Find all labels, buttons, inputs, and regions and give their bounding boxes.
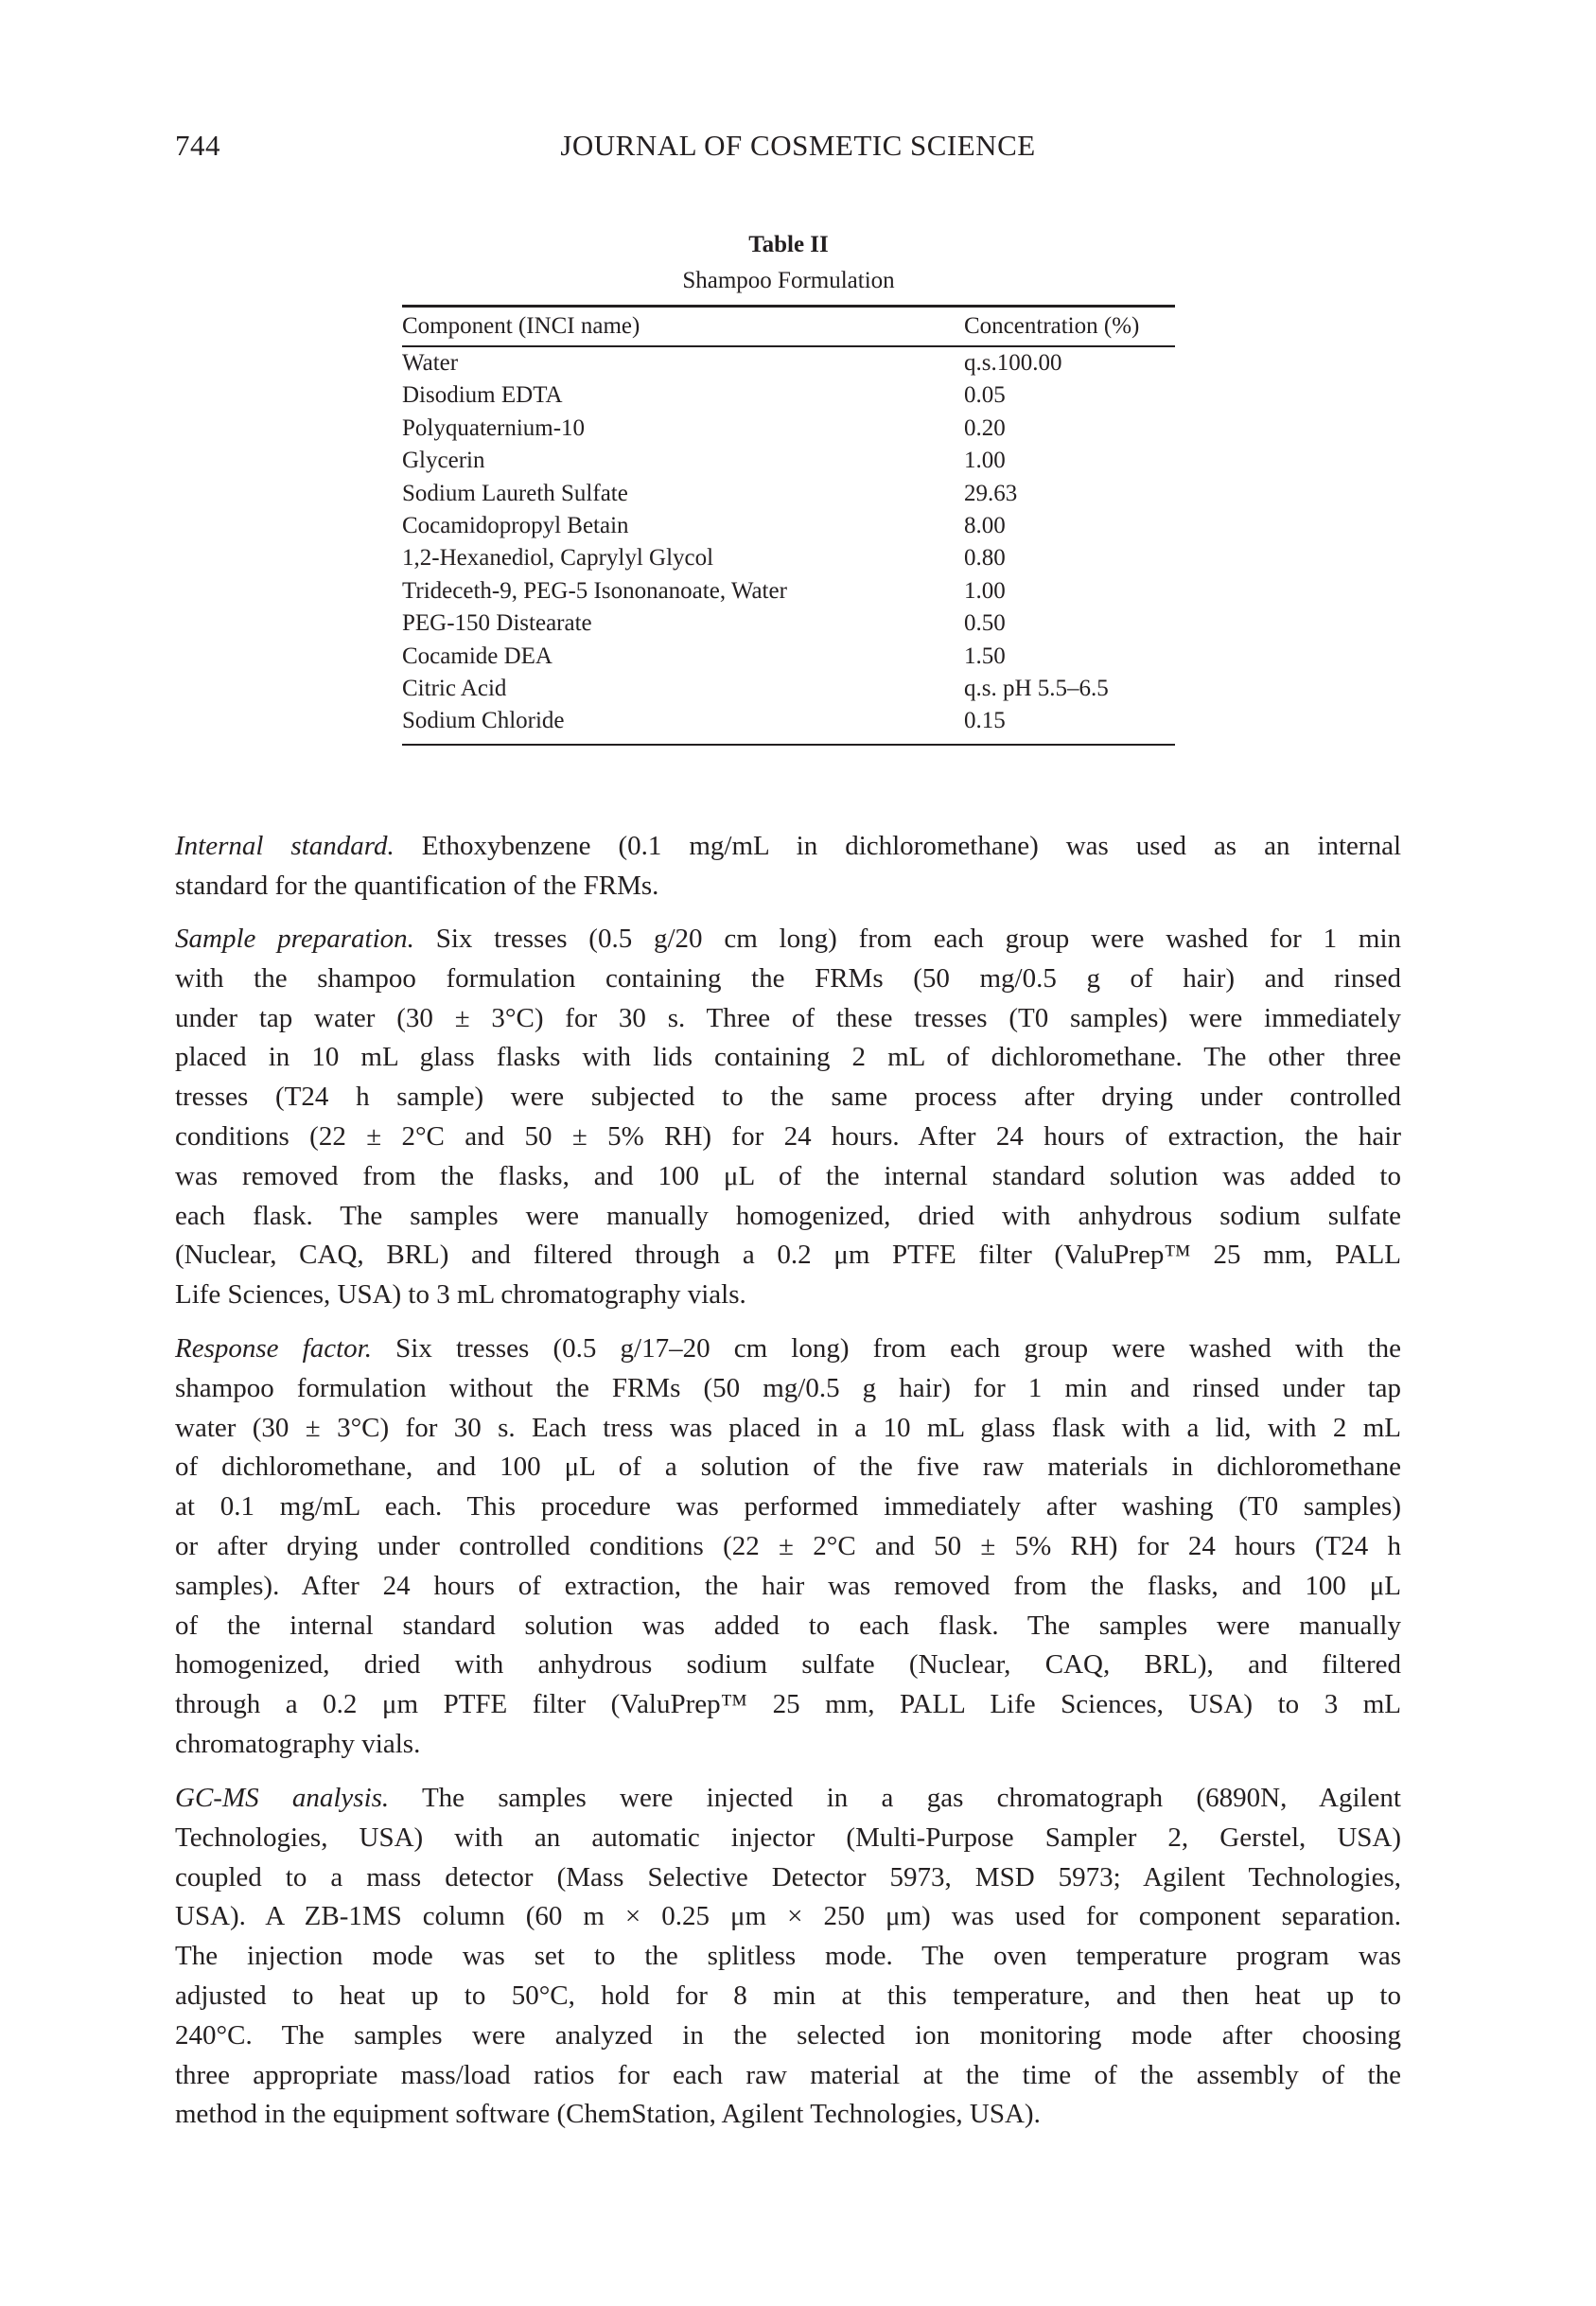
component-cell: Trideceth-9, PEG-5 Isononanoate, Water [402,577,787,604]
line-text: standard for the quantification of the FRMs. [175,870,659,901]
text-line [175,999,1401,1039]
line-text: conditions (22 ± 2°C and 50 ± 5% RH) for 24 hours. After 24 hours of extraction, the hair [175,1120,1401,1152]
line-text: Ethoxybenzene (0.1 mg/mL in dichloromethane) was used as an internal [421,831,1402,861]
concentration-cell: 0.15 [964,708,1006,734]
table-row [402,575,1175,607]
line-text: of dichloromethane, and 100 μL of a solution of the five raw materials in dichloromethane [175,1452,1401,1483]
text-line [175,2056,1401,2096]
text-line [175,1858,1401,1898]
line-text: placed in 10 mL glass flasks with lids containing 2 mL of dichloromethane. The other three [175,1042,1401,1073]
text-line [175,867,1401,907]
text-line [175,1236,1401,1276]
table-bottom-rule [402,744,1175,746]
text-line [175,1197,1401,1237]
concentration-cell: q.s. pH 5.5–6.5 [964,676,1109,702]
line-text: homogenized, dried with anhydrous sodium sulfate (Nuclear, CAQ, BRL), and filtered [175,1649,1401,1681]
component-cell: Cocamidopropyl Betain [402,513,629,539]
line-text: with the shampoo formulation containing the FRMs (50 mg/0.5 g of hair) and rinsed [175,962,1401,994]
concentration-cell: 1.00 [964,448,1006,474]
table-row [402,673,1175,705]
page-number: 744 [175,129,220,162]
concentration-cell: 0.50 [964,610,1006,637]
line-text: through a 0.2 μm PTFE filter (ValuPrep™ 25 mm, PALL Life Sciences, USA) to 3 mL [175,1689,1401,1720]
line-text: shampoo formulation without the FRMs (50 mg/0.5 g hair) for 1 min and rinsed under tap [175,1372,1401,1403]
line-text: Six tresses (0.5 g/20 cm long) from each group were washed for 1 min [435,924,1402,954]
component-cell: Water [402,350,459,376]
table-row [402,542,1175,574]
line-text: of the internal standard solution was added to each flask. The samples were manually [175,1610,1401,1641]
text-line [175,1646,1401,1685]
concentration-cell: 1.00 [964,577,1006,604]
text-line [175,1685,1401,1725]
line-text: adjusted to heat up to 50°C, hold for 8 min at this temperature, and then heat up to [175,1980,1401,2011]
text-line [175,1527,1401,1567]
text-line [175,2095,1401,2135]
line-text: samples). After 24 hours of extraction, the hair was removed from the flasks, and 100 μL [175,1570,1401,1601]
line-text: chromatography vials. [175,1728,421,1759]
paragraph-sample-preparation [175,920,1401,1315]
concentration-cell: 8.00 [964,513,1006,539]
concentration-cell: 0.80 [964,545,1006,572]
table-row [402,705,1175,737]
text-line [175,1276,1401,1315]
table-row [402,607,1175,640]
text-line [175,1937,1401,1977]
text-line [175,1078,1401,1118]
component-cell: Sodium Laureth Sulfate [402,480,628,506]
component-cell: Disodium EDTA [402,382,563,409]
text-line [175,1567,1401,1607]
concentration-cell: q.s.100.00 [964,350,1062,376]
component-cell: Glycerin [402,448,485,474]
component-cell: Cocamide DEA [402,643,552,669]
component-cell: Sodium Chloride [402,708,565,734]
text-line [175,1487,1401,1527]
line-text: The injection mode was set to the splitless mode. The oven temperature program was [175,1941,1401,1972]
text-line [175,1725,1401,1765]
line-text: Technologies, USA) with an automatic injector (Multi-Purpose Sampler 2, Gerstel, USA) [175,1822,1401,1853]
text-line [175,1819,1401,1858]
concentration-cell: 29.63 [964,480,1018,506]
paragraph-lead: Response factor. [175,1333,372,1364]
column-header-component: Component (INCI name) [402,313,640,339]
concentration-cell: 1.50 [964,643,1006,669]
line-text: USA). A ZB-1MS column (60 m × 0.25 μm × 250 μm) was used for component separation. [175,1901,1401,1932]
table-row [402,445,1175,477]
table-row [402,413,1175,445]
component-cell: PEG-150 Distearate [402,610,592,637]
text-line [175,1409,1401,1449]
text-line [175,1779,1401,1819]
component-cell: Citric Acid [402,676,507,702]
text-line [175,1329,1401,1369]
text-line [175,1118,1401,1157]
line-text: tresses (T24 h sample) were subjected to the same process after drying under controlled [175,1082,1401,1113]
line-text: or after drying under controlled conditions (22 ± 2°C and 50 ± 5% RH) for 24 hours (T24 h [175,1530,1401,1561]
text-line [175,1448,1401,1487]
table-row [402,346,1175,379]
line-text: three appropriate mass/load ratios for each raw material at the time of the assembly of the [175,2059,1401,2090]
text-line [175,827,1401,867]
text-line [175,1977,1401,2016]
component-cell: Polyquaternium-10 [402,414,586,441]
paragraph-internal-standard [175,827,1401,907]
concentration-cell: 0.20 [964,414,1006,441]
paragraph-lead: GC-MS analysis. [175,1783,390,1813]
text-line [175,2016,1401,2056]
paragraph-gc-ms-analysis [175,1779,1401,2135]
table-body [402,308,1175,738]
text-line [175,1038,1401,1078]
line-text: at 0.1 mg/mL each. This procedure was performed immediately after washing (T0 samples) [175,1491,1401,1523]
line-text: Life Sciences, USA) to 3 mL chromatography vials. [175,1279,746,1311]
text-line [175,1369,1401,1409]
text-line [175,959,1401,999]
line-text: each flask. The samples were manually homogenized, dried with anhydrous sodium sulfate [175,1200,1401,1231]
line-text: Six tresses (0.5 g/17–20 cm long) from each group were washed with the [395,1333,1402,1364]
column-header-concentration: Concentration (%) [964,313,1140,339]
line-text: coupled to a mass detector (Mass Selective Detector 5973, MSD 5973; Agilent Technologies, [175,1861,1401,1892]
line-text: method in the equipment software (ChemStation, Agilent Technologies, USA). [175,2099,1041,2130]
text-line [175,1157,1401,1197]
line-text: 240°C. The samples were analyzed in the selected ion monitoring mode after choosing [175,2019,1401,2051]
line-text: The samples were injected in a gas chromatograph (6890N, Agilent [421,1783,1401,1813]
text-line [175,1607,1401,1646]
line-text: (Nuclear, CAQ, BRL) and filtered through a 0.2 μm PTFE filter (ValuPrep™ 25 mm, PALL [175,1240,1401,1271]
table-row [402,379,1175,412]
text-line [175,1897,1401,1937]
line-text: water (30 ± 3°C) for 30 s. Each tress was placed in a 10 mL glass flask with a lid, with 2 mL [175,1412,1401,1443]
table-row [402,510,1175,542]
line-text: was removed from the flasks, and 100 μL of the internal standard solution was added to [175,1160,1401,1191]
table-title: Shampoo Formulation [682,268,895,293]
paragraph-lead: Sample preparation. [175,924,414,954]
shampoo-formulation-table [402,227,1175,746]
concentration-cell: 0.05 [964,382,1006,409]
paragraph-lead: Internal standard. [175,831,395,861]
line-text: under tap water (30 ± 3°C) for 30 s. Three of these tresses (T0 samples) were immediately [175,1002,1401,1033]
component-cell: 1,2-Hexanediol, Caprylyl Glycol [402,545,714,572]
table-header-row [402,308,1175,346]
paragraph-response-factor [175,1329,1401,1765]
table-label: Table II [748,232,829,257]
text-line [175,920,1401,959]
table-row [402,478,1175,510]
journal-title: JOURNAL OF COSMETIC SCIENCE [560,129,1036,162]
table-row [402,641,1175,673]
